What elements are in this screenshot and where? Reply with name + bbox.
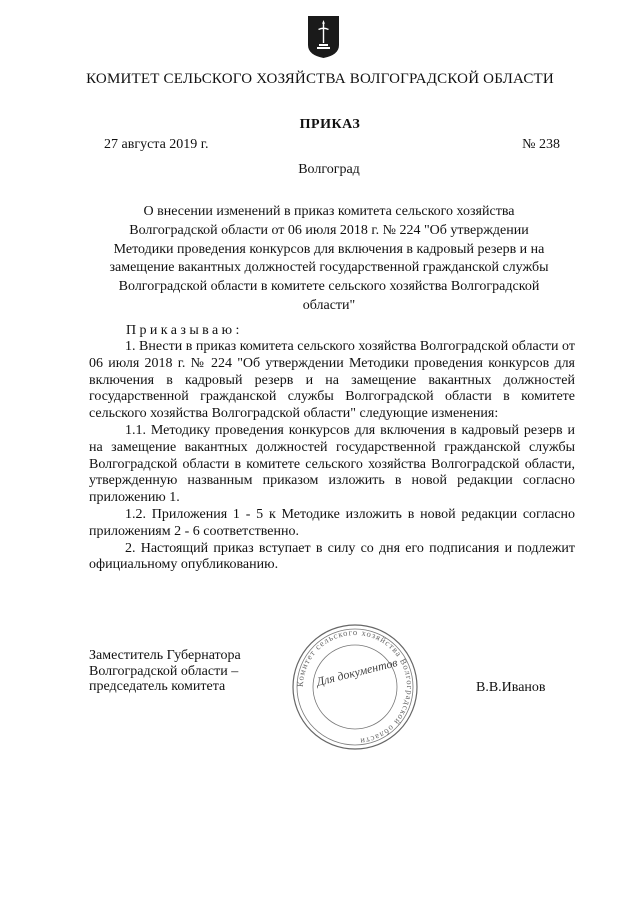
order-body (89, 339, 575, 574)
order-number: № 238 (522, 137, 560, 152)
paragraph-1-1: 1.1. Методику проведения конкурсов для включения в кадровый резерв и на замещение вакантных должностей государственной гражданской службы Волгоградской области в комитете сельского хозяйства Волгоградской области, утвержденную названным приказом изложить в новой редакции согласно приложению 1. (89, 422, 575, 506)
city: Волгоград (298, 162, 360, 177)
document-title: ПРИКАЗ (299, 117, 361, 132)
stamp-center-text: Для документов (314, 655, 399, 689)
paragraph-2: 2. Настоящий приказ вступает в силу со дня его подписания и подлежит официальному опубликованию. (89, 540, 575, 573)
order-date: 27 августа 2019 г. (104, 137, 209, 152)
paragraph-1-2: 1.2. Приложения 1 - 5 к Методике изложить в новой редакции согласно приложениям 2 - 6 соответственно. (89, 506, 575, 539)
committee-name: КОМИТЕТ СЕЛЬСКОГО ХОЗЯЙСТВА ВОЛГОГРАДСКОЙ ОБЛАСТИ (86, 71, 554, 87)
position-line: Заместитель Губернатора (89, 648, 241, 663)
position-line: председатель комитета (89, 679, 226, 694)
signatory-name: В.В.Иванов (476, 680, 546, 695)
subject-line: области" (302, 297, 356, 313)
subject-line: Методики проведения конкурсов для включения в кадровый резерв и на (113, 241, 545, 257)
subject-line: Волгоградской области в комитете сельского хозяйства Волгоградской (118, 279, 540, 295)
position-line: Волгоградской области – (89, 663, 239, 679)
order-subject (88, 203, 570, 316)
subject-line: замещение вакантных должностей государственной гражданской службы (109, 260, 549, 276)
subject-line: О внесении изменений в приказ комитета сельского хозяйства (143, 204, 515, 219)
order-word: Приказываю: (126, 323, 243, 338)
coat-of-arms-icon (307, 15, 340, 59)
subject-line: Волгоградской области от 06 июля 2018 г. № 224 "Об утверждении (129, 222, 529, 238)
official-stamp (290, 622, 420, 752)
signatory-position (89, 648, 241, 695)
stamp-ring-text: Комитет сельского хозяйства Волгоградской области (294, 626, 416, 747)
paragraph-1: 1. Внести в приказ комитета сельского хозяйства Волгоградской области от 06 июля 2018 г. № 224 "Об утверждении Методики проведения конкурсов для включения в кадровый резерв и на замещение вакантных должностей государственной гражданской службы Волгоградской области в комитете сельского хозяйства Волгоградской области" следующие изменения: (89, 339, 575, 422)
